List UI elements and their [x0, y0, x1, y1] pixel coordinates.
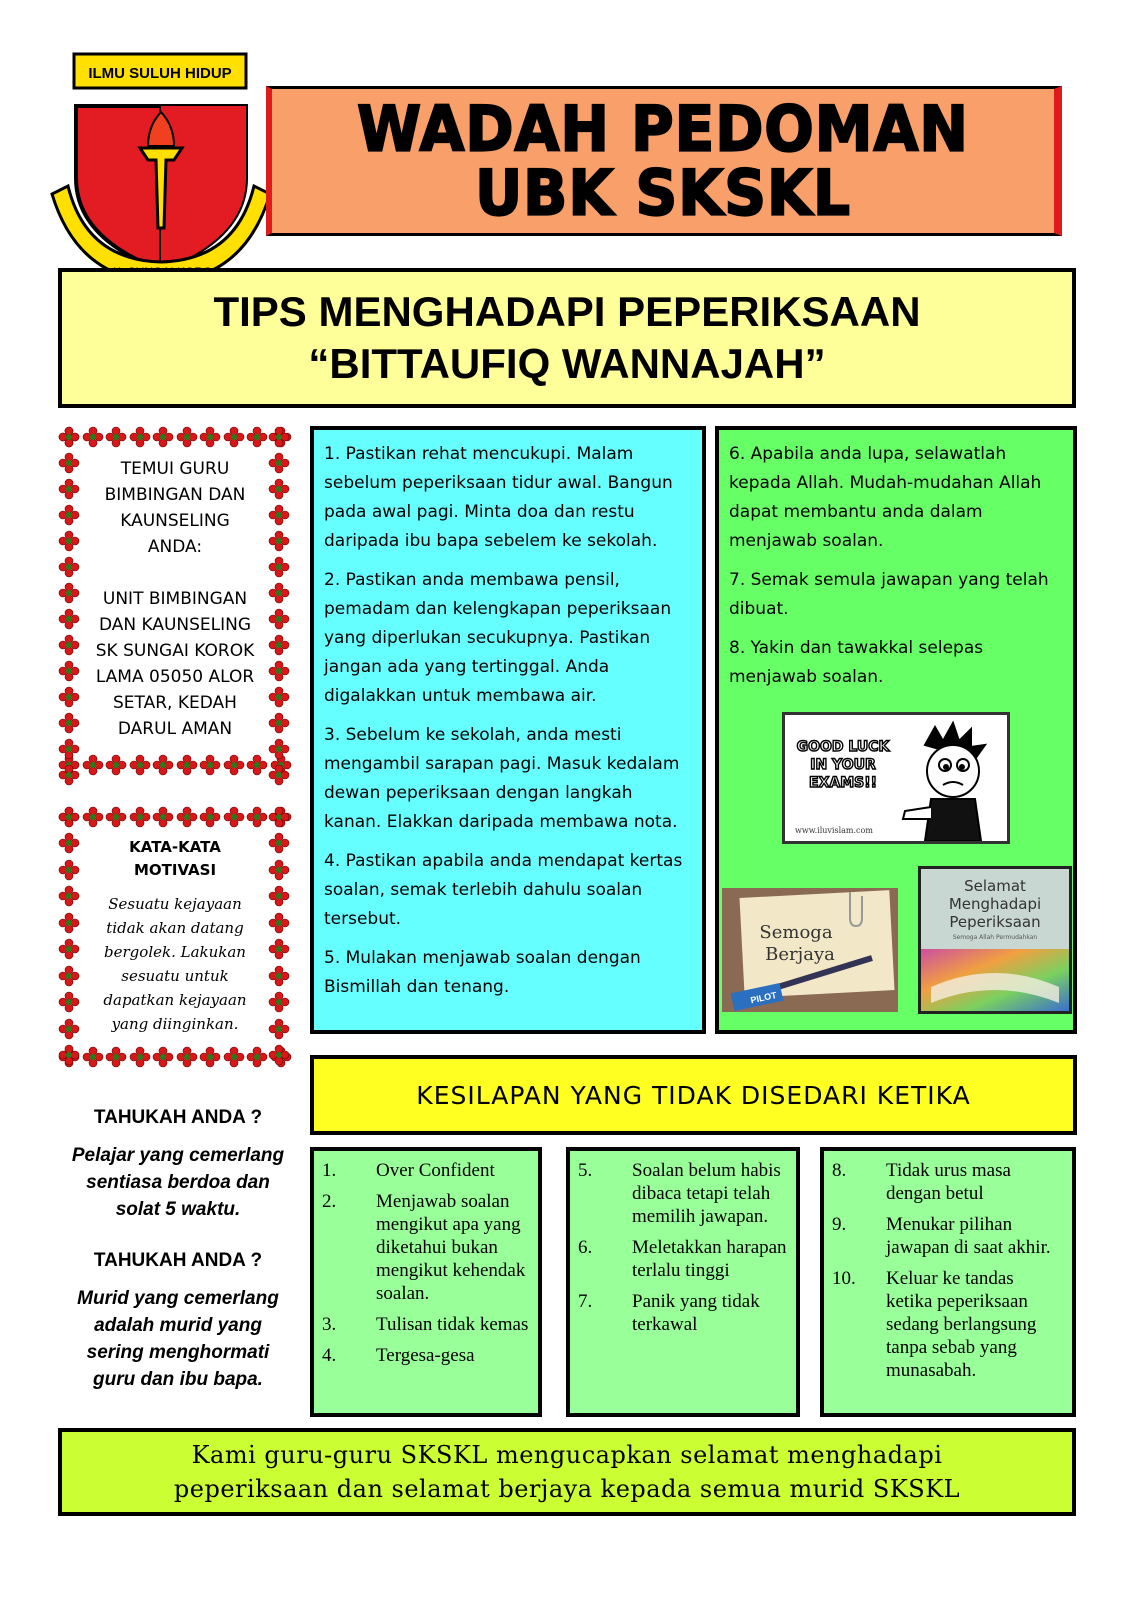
flower-border-left — [58, 806, 82, 1070]
title-line-1: WADAH PEDOMAN — [357, 92, 969, 166]
flower-icon — [58, 938, 82, 964]
semoga-berjaya-image — [722, 888, 898, 1012]
good-luck-line-1: GOOD LUCK — [796, 739, 890, 755]
flower-icon — [223, 1046, 245, 1070]
tip-item: 4. Pastikan apabila anda mendapat kertas soalan, semak terlebih dahulu soalan tersebut. — [324, 851, 683, 929]
flower-icon — [82, 754, 104, 778]
flower-icon — [268, 478, 292, 504]
tip-item: 8. Yakin dan tawakkal selepas menjawab soalan. — [729, 638, 984, 687]
tips-column-1 — [310, 426, 706, 1034]
flower-icon — [58, 965, 82, 991]
mistake-item: 5. Soalan belum habis dibaca tetapi telah memilih jawapan. — [578, 1160, 781, 1227]
flower-icon — [246, 806, 268, 830]
flower-icon — [105, 1046, 127, 1070]
flower-icon — [223, 754, 245, 778]
flower-icon — [105, 806, 127, 830]
flower-icon — [176, 806, 198, 830]
flower-icon — [268, 660, 292, 686]
flower-icon — [82, 1046, 104, 1070]
flower-icon — [268, 530, 292, 556]
school-crest — [48, 48, 274, 286]
flower-icon — [246, 426, 268, 450]
heading-line-2: “BITTAUFIQ WANNAJAH” — [308, 340, 826, 387]
title-banner — [266, 86, 1062, 236]
selamat-line-1: Selamat — [964, 877, 1026, 895]
flower-icon — [199, 754, 221, 778]
did-you-know-text: Pelajar yang cemerlang sentiasa berdoa dan solat 5 waktu. — [71, 1145, 285, 1220]
counsel-box — [58, 426, 292, 778]
mistake-item: 9. Menukar pilihan jawapan di saat akhir. — [832, 1214, 1051, 1258]
selamat-line-3: Peperiksaan — [949, 913, 1041, 931]
flower-border-top — [58, 806, 292, 830]
flower-icon — [58, 452, 82, 478]
flower-icon — [268, 991, 292, 1017]
flower-icon — [82, 806, 104, 830]
tip-item: 6. Apabila anda lupa, selawatlah kepada Allah. Mudah-mudahan Allah dapat membantu anda dalam menjawab soalan. — [729, 444, 1042, 551]
tip-item: 3. Sebelum ke sekolah, anda mesti mengambil sarapan pagi. Masuk kedalam dewan peperiksaan dengan langkah kanan. Elakkan daripada membawa nota. — [324, 725, 680, 832]
flower-icon — [268, 965, 292, 991]
selamat-menghadapi-image — [918, 866, 1072, 1014]
selamat-line-4: Semoga Allah Permudahkan — [952, 934, 1038, 941]
flower-icon — [129, 754, 151, 778]
mistake-item: 3. Tulisan tidak kemas — [322, 1314, 529, 1335]
good-luck-line-2: IN YOUR — [810, 757, 876, 773]
flower-icon — [58, 806, 82, 832]
flower-icon — [58, 859, 82, 885]
good-luck-image — [782, 712, 1010, 844]
flower-icon — [268, 938, 292, 964]
flower-border-bottom — [58, 1046, 292, 1070]
flower-icon — [58, 712, 82, 738]
tip-item: 7. Semak semula jawapan yang telah dibuat. — [729, 570, 1049, 619]
flower-icon — [58, 660, 82, 686]
counsel-text: TEMUI GURU BIMBINGAN DAN KAUNSELING ANDA: UNIT BIMBINGAN DAN KAUNSELING SK SUNGAI KOROK LAMA 05050 ALOR SETAR, KEDAH DARUL AMAN — [95, 459, 255, 739]
footer-line-2: peperiksaan dan selamat berjaya kepada semua murid SKSKL — [173, 1475, 961, 1503]
flower-icon — [268, 1044, 292, 1070]
did-you-know-text: Murid yang cemerlang adalah murid yang sering menghormati guru dan ibu bapa. — [77, 1288, 279, 1390]
flower-icon — [58, 1044, 82, 1070]
flower-icon — [223, 426, 245, 450]
mistakes-heading-text: KESILAPAN YANG TIDAK DISEDARI KETIKA — [416, 1080, 971, 1110]
flower-icon — [152, 426, 174, 450]
flower-icon — [152, 806, 174, 830]
flower-icon — [58, 478, 82, 504]
did-you-know-2 — [58, 1249, 298, 1393]
semoga-line-1: Semoga — [759, 922, 833, 943]
flower-icon — [58, 608, 82, 634]
flower-icon — [176, 426, 198, 450]
tips-heading — [58, 268, 1076, 408]
good-luck-credit: www.iluvislam.com — [795, 826, 873, 835]
flower-border-bottom — [58, 754, 292, 778]
mistake-item: 4. Tergesa-gesa — [322, 1345, 475, 1366]
flower-icon — [268, 712, 292, 738]
mistakes-column-2 — [566, 1147, 800, 1417]
flower-icon — [58, 912, 82, 938]
tip-item: 2. Pastikan anda membawa pensil, pemadam dan kelengkapan peperiksaan yang diperlukan secukupnya. Pastikan jangan ada yang tertinggal. Anda digalakkan untuk membawa air. — [324, 570, 672, 706]
flower-icon — [268, 556, 292, 582]
flower-icon — [268, 426, 292, 452]
flower-icon — [268, 608, 292, 634]
flower-icon — [268, 738, 292, 764]
flower-icon — [246, 754, 268, 778]
flower-icon — [58, 530, 82, 556]
flower-icon — [268, 885, 292, 911]
flower-icon — [268, 634, 292, 660]
mistake-item: 10. Keluar ke tandas ketika peperiksaan sedang berlangsung tanpa sebab yang munasabah. — [832, 1268, 1037, 1381]
mistake-item: 8. Tidak urus masa dengan betul — [832, 1160, 1011, 1204]
flower-icon — [176, 1046, 198, 1070]
motivation-title: KATA-KATA MOTIVASI — [129, 838, 221, 879]
did-you-know-title: TAHUKAH ANDA ? — [93, 1107, 263, 1128]
footer-message — [58, 1428, 1076, 1516]
flower-icon — [58, 764, 82, 790]
flower-icon — [199, 806, 221, 830]
flower-icon — [152, 1046, 174, 1070]
flower-icon — [268, 912, 292, 938]
motivation-box — [58, 806, 292, 1070]
flower-icon — [268, 764, 292, 790]
flower-icon — [58, 556, 82, 582]
cartoon-boy-icon — [903, 723, 985, 841]
mistakes-column-1 — [310, 1147, 542, 1417]
mistake-item: 1. Over Confident — [322, 1160, 495, 1181]
semoga-line-2: Berjaya — [765, 944, 835, 965]
flower-icon — [58, 504, 82, 530]
footer-line-1: Kami guru-guru SKSKL mengucapkan selamat menghadapi — [191, 1441, 943, 1469]
flower-icon — [268, 452, 292, 478]
flower-icon — [58, 991, 82, 1017]
flower-icon — [152, 754, 174, 778]
flower-border-right — [268, 806, 292, 1070]
mistakes-column-3 — [820, 1147, 1076, 1417]
flower-icon — [58, 582, 82, 608]
flower-icon — [129, 806, 151, 830]
flower-icon — [58, 832, 82, 858]
flower-icon — [82, 426, 104, 450]
semoga-brand: PILOT — [749, 990, 778, 1006]
flower-icon — [268, 859, 292, 885]
flower-icon — [199, 426, 221, 450]
flower-icon — [129, 1046, 151, 1070]
selamat-line-2: Menghadapi — [948, 895, 1042, 913]
flower-icon — [268, 686, 292, 712]
motivation-quote: Sesuatu kejayaan tidak akan datang bergolek. Lakukan sesuatu untuk dapatkan kejayaan yang diinginkan. — [103, 895, 247, 1033]
flower-icon — [129, 426, 151, 450]
mistake-item: 2. Menjawab soalan mengikut apa yang diketahui bukan mengikut kehendak soalan. — [322, 1191, 526, 1304]
flower-icon — [105, 426, 127, 450]
flower-icon — [223, 806, 245, 830]
flower-icon — [268, 582, 292, 608]
flower-icon — [58, 885, 82, 911]
flower-icon — [176, 754, 198, 778]
flower-icon — [58, 738, 82, 764]
flower-icon — [199, 1046, 221, 1070]
flower-icon — [58, 634, 82, 660]
tip-item: 5. Mulakan menjawab soalan dengan Bismillah dan tenang. — [324, 948, 641, 997]
flower-border-left — [58, 426, 82, 778]
did-you-know-title: TAHUKAH ANDA ? — [93, 1250, 263, 1271]
mistake-item: 6. Meletakkan harapan terlalu tinggi — [578, 1237, 787, 1281]
flower-border-right — [268, 426, 292, 778]
flower-icon — [58, 1018, 82, 1044]
flower-icon — [268, 1018, 292, 1044]
tip-item: 1. Pastikan rehat mencukupi. Malam sebelum peperiksaan tidur awal. Bangun pada awal pagi. Minta doa dan restu daripada ibu bapa sebelem ke sekolah. — [324, 444, 673, 551]
did-you-know-1 — [58, 1106, 298, 1223]
flower-icon — [268, 806, 292, 832]
flower-icon — [105, 754, 127, 778]
flower-icon — [268, 832, 292, 858]
flower-icon — [246, 1046, 268, 1070]
heading-line-1: TIPS MENGHADAPI PEPERIKSAAN — [213, 288, 921, 335]
crest-motto: ILMU SULUH HIDUP — [88, 65, 232, 82]
good-luck-line-3: EXAMS!! — [809, 775, 877, 791]
mistake-item: 7. Panik yang tidak terkawal — [578, 1291, 760, 1335]
flower-icon — [58, 686, 82, 712]
flower-border-top — [58, 426, 292, 450]
flower-icon — [268, 504, 292, 530]
mistakes-heading — [310, 1055, 1077, 1135]
title-line-2: UBK SKSKL — [475, 156, 851, 230]
flower-icon — [58, 426, 82, 452]
